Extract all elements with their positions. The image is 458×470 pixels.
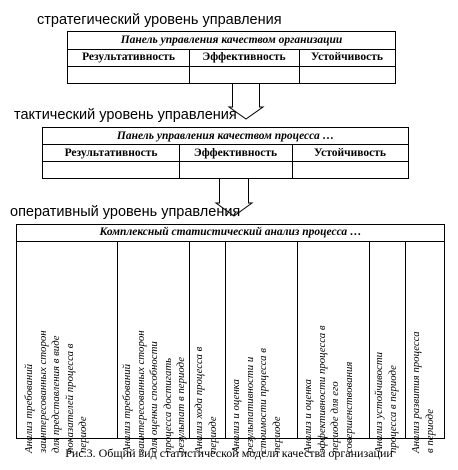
figure-caption: Рис.3. Общий вид статистической модели качества организации (65, 446, 393, 460)
analysis-column-7: Анализ развития процесса в периоде (410, 331, 436, 453)
operational-level-label: оперативный уровень управления (10, 204, 241, 220)
organization-quality-panel (67, 31, 396, 84)
org-col-stability: Устойчивость (310, 51, 383, 63)
process-col-effectiveness: Результативность (64, 147, 158, 159)
analysis-column-1: Анализ требований заинтересованных сторон для представления в виде показателей процесса в периоде (23, 330, 90, 453)
process-panel-title: Панель управления качеством процесса … (116, 130, 335, 142)
strategic-level-label: стратегический уровень управления (37, 12, 282, 28)
org-col-efficiency: Эффективность (202, 51, 286, 63)
analysis-column-6: Анализ устойчивости процесса в периоде (373, 351, 399, 453)
analysis-column-5: Анализ и оценка эффективности процесса в периоде для его совершенствования (302, 325, 355, 453)
analysis-column-2: Анализ требований заинтересованных сторон для оценки способности процесса достигать результат в периоде (121, 330, 188, 453)
org-col-effectiveness: Результативность (82, 51, 175, 63)
organization-panel-title: Панель управления качеством организации (120, 34, 343, 46)
process-quality-panel (42, 127, 409, 179)
analysis-column-3: Анализ хода процесса в периоде (193, 346, 219, 453)
process-col-efficiency: Эффективность (193, 147, 278, 159)
tactical-level-label: тактический уровень управления (14, 107, 237, 123)
process-col-stability: Устойчивость (313, 147, 386, 159)
analysis-title: Комплексный статистический анализ процесса … (99, 226, 362, 238)
analysis-column-4: Анализ и оценка результативности и стоимости процесса в периоде (230, 348, 283, 453)
